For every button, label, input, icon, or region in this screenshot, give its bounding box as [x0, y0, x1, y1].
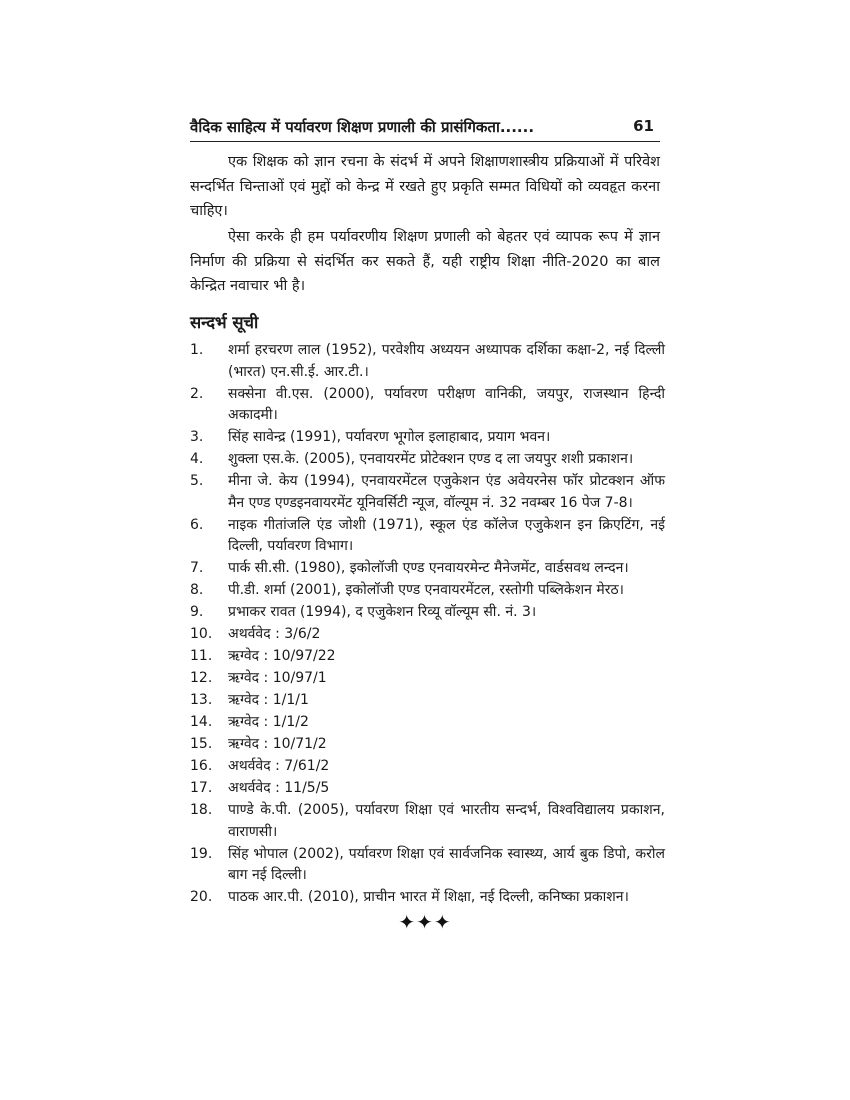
reference-number: 18. [190, 802, 213, 818]
reference-item [190, 668, 665, 690]
reference-item [190, 515, 665, 558]
reference-text: पाठक आर.पी. (2010), प्राचीन भारत में शिक्षा, नई दिल्ली, कनिष्का प्रकाशन। [228, 889, 629, 905]
reference-item [190, 340, 665, 383]
reference-number: 9. [190, 604, 204, 620]
reference-number: 19. [190, 845, 213, 862]
body-paragraph-1: एक शिक्षक को ज्ञान रचना के संदर्भ में अपने शिक्षाणशास्त्रीय प्रक्रियाओं में परिवेश सन्दर्भित चिन्ताओं एवं मुद्दों को केन्द्र में रखते हुए प्रकृति सम्मत विधियों को व्यवहृत करना चाहिए। [190, 154, 660, 219]
reference-number: 7. [190, 560, 204, 576]
reference-item [190, 690, 665, 712]
reference-text: मीना जे. केय (1994), एनवायरमेंटल एजुकेशन एंड अवेयरनेस फॉर प्रोटक्शन ऑफ मैन एण्ड एण्डइनवायरमेंट यूनिवर्सिटी न्यूज, वॉल्यूम नं. 32 नवम्बर 16 पेज 7-8। [228, 473, 665, 511]
reference-text: पाण्डे के.पी. (2005), पर्यावरण शिक्षा एवं भारतीय सन्दर्भ, विश्वविद्यालय प्रकाशन, वाराणसी। [228, 802, 665, 840]
reference-text: प्रभाकर रावत (1994), द एजुकेशन रिव्यू वॉल्यूम सी. नं. 3। [228, 604, 537, 620]
reference-item [190, 800, 665, 843]
reference-number: 5. [190, 473, 204, 489]
reference-text: ऋग्वेद : 1/1/1 [228, 692, 309, 708]
reference-text: ऋग्वेद : 10/97/1 [228, 670, 327, 686]
reference-number: 4. [190, 451, 204, 467]
reference-number: 11. [190, 648, 213, 664]
reference-number: 16. [190, 758, 213, 774]
reference-number: 13. [190, 692, 213, 708]
reference-text: ऋग्वेद : 1/1/2 [228, 714, 309, 730]
header-title: वैदिक साहित्य में पर्यावरण शिक्षण प्रणाली की प्रासंगिकता...... [190, 118, 535, 136]
reference-item [190, 756, 665, 778]
reference-text: शर्मा हरचरण लाल (1952), परवेशीय अध्ययन अध्यापक दर्शिका कक्षा-2, नई दिल्ली (भारत) एन.सी.ई. आर.टी.। [228, 342, 665, 380]
reference-item [190, 646, 665, 668]
page-number: 61 [633, 117, 654, 135]
reference-number: 20. [190, 889, 213, 905]
reference-number: 15. [190, 736, 213, 752]
reference-text: अथर्ववेद : 7/61/2 [228, 758, 330, 774]
reference-number: 1. [190, 342, 204, 358]
reference-item [190, 844, 665, 887]
end-ornament: ✦✦✦ [398, 910, 452, 934]
reference-item [190, 580, 665, 602]
reference-item [190, 384, 665, 427]
reference-text: सक्सेना वी.एस. (2000), पर्यावरण परीक्षण वानिकी, जयपुर, राजस्थान हिन्दी अकादमी। [228, 385, 665, 423]
reference-text: शुक्ला एस.के. (2005), एनवायरमेंट प्रोटेक्शन एण्ड द ला जयपुर शशी प्रकाशन। [228, 451, 634, 467]
reference-item [190, 887, 665, 909]
reference-item [190, 449, 665, 471]
reference-item [190, 427, 665, 449]
reference-number: 3. [190, 429, 204, 445]
reference-text: ऋग्वेद : 10/71/2 [228, 736, 327, 752]
reference-item [190, 471, 665, 514]
reference-item [190, 712, 665, 734]
reference-text: नाइक गीतांजलि एंड जोशी (1971), स्कूल एंड कॉलेज एजुकेशन इन क्रिएटिंग, नई दिल्ली, पर्यावरण विभाग। [228, 516, 665, 554]
reference-text: पी.डी. शर्मा (2001), इकोलॉजी एण्ड एनवायरमेंटल, रस्तोगी पब्लिकेशन मेरठ। [228, 582, 624, 598]
body-paragraph-2: ऐसा करके ही हम पर्यावरणीय शिक्षण प्रणाली को बेहतर एवं व्यापक रूप में ज्ञान निर्माण की प्रक्रिया से संदर्भित कर सकते हैं, यही राष्ट्रीय शिक्षा नीति-2020 का बाल केन्द्रित नवाचार भी है। [190, 229, 660, 294]
references-list [190, 340, 665, 909]
reference-text: सिंह सावेन्द्र (1991), पर्यावरण भूगोल इलाहाबाद, प्रयाग भवन। [228, 429, 551, 445]
reference-number: 10. [190, 626, 213, 642]
running-header [190, 113, 660, 142]
reference-item [190, 624, 665, 646]
reference-number: 6. [190, 516, 204, 533]
reference-item [190, 778, 665, 800]
reference-number: 17. [190, 780, 213, 796]
reference-text: सिंह भोपाल (2002), पर्यावरण शिक्षा एवं सार्वजनिक स्वास्थ्य, आर्य बुक डिपो, करोल बाग नई दिल्ली। [228, 845, 665, 883]
reference-number: 12. [190, 670, 213, 686]
references-heading: सन्दर्भ सूची [190, 313, 259, 332]
reference-text: अथर्ववेद : 3/6/2 [228, 626, 321, 642]
reference-item [190, 558, 665, 580]
reference-text: ऋग्वेद : 10/97/22 [228, 648, 336, 664]
reference-item [190, 602, 665, 624]
reference-item [190, 734, 665, 756]
reference-number: 14. [190, 714, 213, 730]
reference-text: पार्क सी.सी. (1980), इकोलॉजी एण्ड एनवायरमेन्ट मैनेजमेंट, वार्डसवथ लन्दन। [228, 560, 629, 576]
reference-number: 8. [190, 582, 204, 598]
reference-number: 2. [190, 385, 204, 402]
reference-text: अथर्ववेद : 11/5/5 [228, 780, 330, 796]
